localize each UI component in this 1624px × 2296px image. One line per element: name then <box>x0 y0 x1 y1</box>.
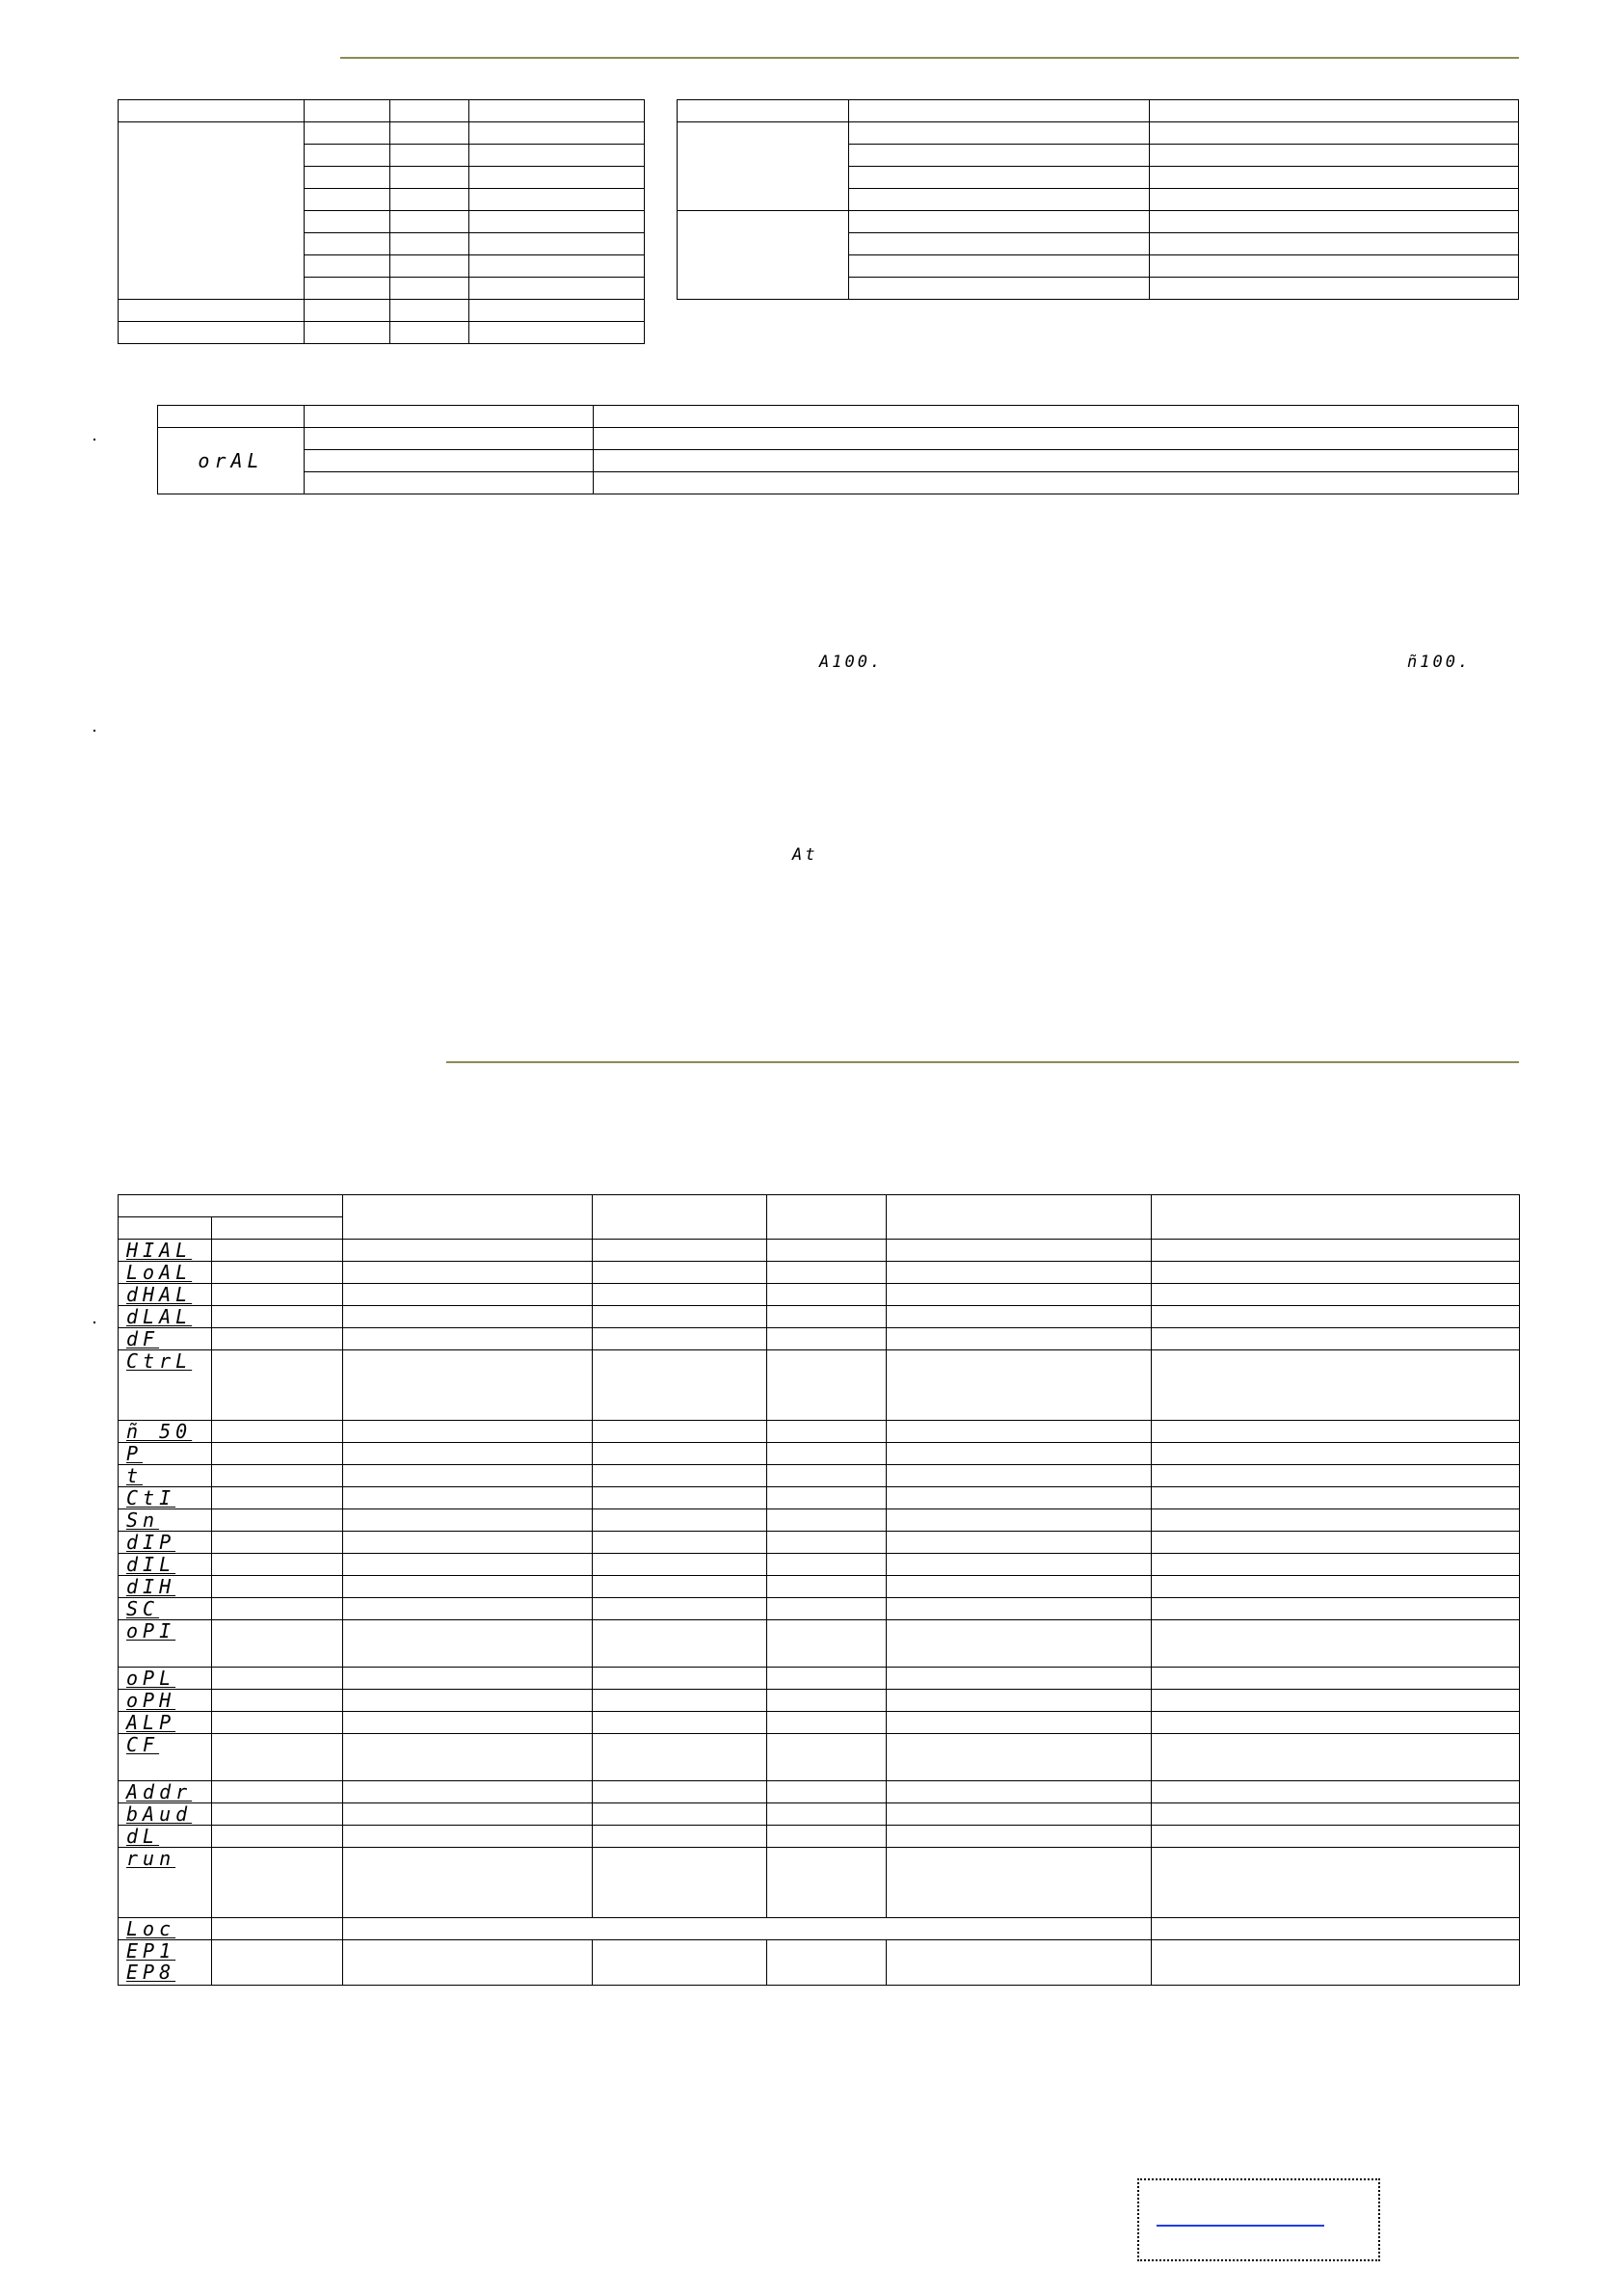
footer-link[interactable] <box>1157 2225 1324 2227</box>
parameter-code: CtI <box>126 1486 176 1509</box>
table-row <box>119 1350 1520 1421</box>
parameter-code: Sn <box>126 1508 160 1532</box>
parameter-code: run <box>126 1847 176 1870</box>
table-row <box>119 1690 1520 1712</box>
table-row <box>119 1487 1520 1509</box>
table-row <box>119 1421 1520 1443</box>
table-row <box>119 1262 1520 1284</box>
table-row <box>119 1509 1520 1532</box>
table-row <box>119 1781 1520 1803</box>
table-row <box>119 1554 1520 1576</box>
parameter-code: dIH <box>126 1575 176 1598</box>
parameter-code: oPL <box>126 1667 176 1690</box>
parameter-code: dIL <box>126 1553 176 1576</box>
parameter-code: EP8 <box>126 1961 176 1984</box>
parameter-code: oPH <box>126 1689 176 1712</box>
parameter-code: dL <box>126 1825 160 1848</box>
parameter-code: P <box>126 1442 144 1465</box>
parameter-code: dF <box>126 1327 160 1350</box>
parameter-code: EP1 <box>126 1939 176 1962</box>
display-code-auto-100: ñ100. <box>1407 653 1472 672</box>
table-row <box>119 1532 1520 1554</box>
parameter-code: CtrL <box>126 1349 193 1373</box>
parameter-table <box>118 1194 1520 1986</box>
table-row <box>119 1443 1520 1465</box>
table-row <box>119 1734 1520 1781</box>
parameter-code: ALP <box>126 1711 176 1734</box>
parameter-table-body <box>119 1195 1520 1986</box>
table-row <box>119 1306 1520 1328</box>
section-rule <box>446 1061 1519 1063</box>
table-row <box>119 1668 1520 1690</box>
parameter-code: ñ 50 <box>126 1420 193 1443</box>
table-row <box>119 1465 1520 1487</box>
table-row <box>119 1576 1520 1598</box>
parameter-code: LoAL <box>126 1261 193 1284</box>
parameter-code: dHAL <box>126 1283 193 1306</box>
table-row <box>119 1328 1520 1350</box>
margin-mark <box>93 439 95 441</box>
table-row <box>119 1712 1520 1734</box>
table-row <box>119 1620 1520 1668</box>
alarm-mode-code: orAL <box>198 449 264 472</box>
parameter-code: t <box>126 1464 144 1487</box>
margin-mark <box>93 1322 95 1323</box>
parameter-code: bAud <box>126 1802 193 1826</box>
parameter-code: oPI <box>126 1619 176 1642</box>
table-row <box>119 1918 1520 1940</box>
table-header-row <box>119 1195 1520 1217</box>
parameter-code: SC <box>126 1597 160 1620</box>
parameter-code: dLAL <box>126 1305 193 1328</box>
top-rule <box>340 57 1519 59</box>
table-row <box>119 1940 1520 1986</box>
table-row <box>119 1598 1520 1620</box>
table-row <box>119 1284 1520 1306</box>
table-row <box>119 1848 1520 1918</box>
table-upper-left <box>118 99 645 344</box>
parameter-code: CF <box>126 1733 160 1756</box>
margin-mark <box>93 730 95 732</box>
table-alarm-mode <box>157 405 1519 494</box>
table-upper-right <box>677 99 1519 300</box>
parameter-code: dIP <box>126 1531 176 1554</box>
parameter-code: HIAL <box>126 1239 193 1262</box>
table-row <box>119 1826 1520 1848</box>
footer-box <box>1137 2178 1380 2261</box>
parameter-code: Addr <box>126 1780 193 1803</box>
display-code-manual-100: A100. <box>819 653 884 672</box>
table-row <box>119 1803 1520 1826</box>
parameter-code: Loc <box>126 1917 176 1940</box>
table-row <box>119 1240 1520 1262</box>
display-code-autotune: At <box>792 845 818 865</box>
